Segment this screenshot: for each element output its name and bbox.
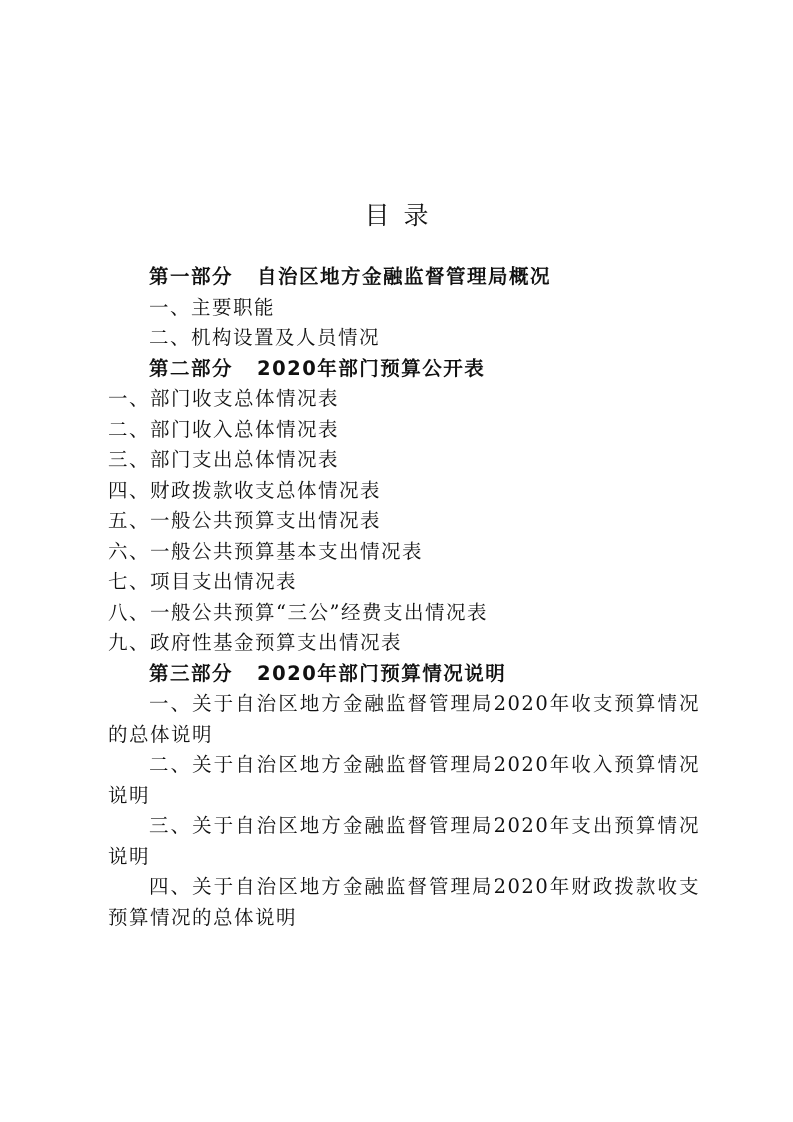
toc-item: 一、关于自治区地方金融监督管理局2020年收支预算情况的总体说明 — [108, 692, 700, 746]
part-label: 第一部分 — [149, 265, 234, 288]
toc-part-2-heading — [108, 354, 700, 385]
toc-item: 二、关于自治区地方金融监督管理局2020年收入预算情况说明 — [108, 753, 700, 807]
table-of-contents — [108, 262, 700, 933]
toc-part-3-heading — [108, 659, 700, 690]
part-title: 2020年部门预算公开表 — [257, 356, 486, 380]
toc-item: 八、一般公共预算“三公”经费支出情况表 — [108, 600, 488, 624]
toc-item: 四、关于自治区地方金融监督管理局2020年财政拨款收支预算情况的总体说明 — [108, 875, 700, 929]
toc-item: 一、部门收支总体情况表 — [108, 387, 340, 410]
part-label: 第三部分 — [149, 661, 234, 685]
toc-item: 二、部门收入总体情况表 — [108, 417, 340, 441]
toc-item: 四、财政拨款收支总体情况表 — [108, 478, 382, 502]
toc-item: 七、项目支出情况表 — [108, 570, 298, 593]
toc-part-1-heading — [108, 262, 700, 293]
toc-item: 二、机构设置及人员情况 — [149, 326, 381, 349]
part-title: 2020年部门预算情况说明 — [257, 661, 507, 685]
toc-item: 六、一般公共预算基本支出情况表 — [108, 539, 424, 563]
toc-item: 三、关于自治区地方金融监督管理局2020年支出预算情况说明 — [108, 814, 700, 868]
toc-item: 三、部门支出总体情况表 — [108, 448, 340, 471]
part-label: 第二部分 — [149, 356, 234, 380]
toc-item: 九、政府性基金预算支出情况表 — [108, 631, 403, 654]
toc-item: 一、主要职能 — [149, 295, 276, 319]
page-title: 目录 — [364, 201, 443, 230]
toc-item: 五、一般公共预算支出情况表 — [108, 509, 382, 532]
part-title: 自治区地方金融监督管理局概况 — [257, 265, 552, 288]
